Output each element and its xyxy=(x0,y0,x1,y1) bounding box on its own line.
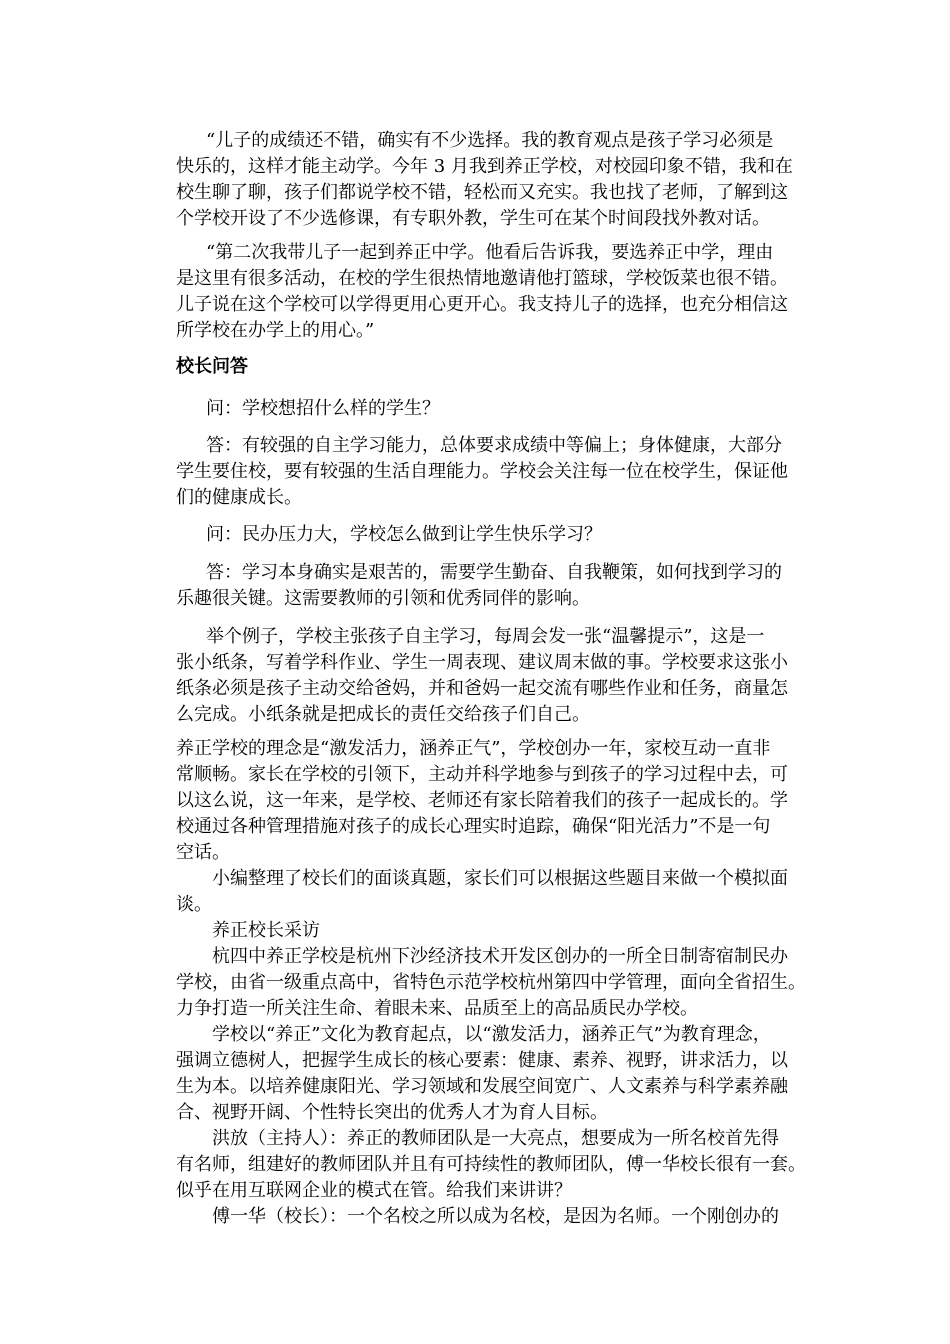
text-line: 是这里有很多活动，在校的学生很热情地邀请他打篮球，学校饭菜也很不错。 xyxy=(176,268,788,289)
text-line: 学生要住校，要有较强的生活自理能力。学校会关注每一位在校学生，保证他 xyxy=(176,461,788,482)
answer-1 xyxy=(146,433,802,511)
text-line: 儿子说在这个学校可以学得更用心更开心。我支持儿子的选择，也充分相信这 xyxy=(176,294,788,315)
text-line: 小编整理了校长们的面谈真题，家长们可以根据这些题目来做一个模拟面 xyxy=(212,868,788,889)
text-line: 个学校开设了不少选修课，有专职外教，学生可在某个时间段找外教对话。 xyxy=(176,208,770,229)
text-line: 杭四中养正学校是杭州下沙经济技术开发区创办的一所全日制寄宿制民办 xyxy=(212,946,788,967)
text-line: 生为本。以培养健康阳光、学习领域和发展空间宽广、人文素养与科学素养融 xyxy=(176,1076,788,1097)
text-line: 似乎在用互联网企业的模式在管。给我们来讲讲？ xyxy=(176,1180,572,1201)
text-line: 强调立德树人，把握学生成长的核心要素：健康、素养、视野，讲求活力，以 xyxy=(176,1050,788,1071)
paragraph-editor-note xyxy=(146,866,802,918)
paragraph-principal-answer xyxy=(146,1204,802,1230)
text-line: 学校以“养正”文化为教育起点，以“激发活力，涵养正气”为教育理念， xyxy=(212,1024,771,1045)
text-line: 傅一华（校长）：一个名校之所以成为名校，是因为名师。一个刚创办的 xyxy=(212,1206,779,1227)
text-line: 校生聊了聊，孩子们都说学校不错，轻松而又充实。我也找了老师，了解到这 xyxy=(176,182,788,203)
text-line: 快乐的，这样才能主动学。今年 3 月我到养正学校，对校园印象不错，我和在 xyxy=(176,156,793,177)
text-line: “儿子的成绩还不错，确实有不少选择。我的教育观点是孩子学习必须是 xyxy=(206,130,774,151)
text-line: 有名师，组建好的教师团队并且有可持续性的教师团队，傅一华校长很有一套。 xyxy=(176,1154,806,1175)
text-line: 所学校在办学上的用心。” xyxy=(176,320,375,341)
paragraph-host-question xyxy=(146,1126,806,1204)
text-line: 合、视野开阔、个性特长突出的优秀人才为育人目标。 xyxy=(176,1102,608,1123)
text-line: “第二次我带儿子一起到养正中学。他看后告诉我，要选养正中学，理由 xyxy=(206,242,774,263)
text-line: 校通过各种管理措施对孩子的成长心理实时追踪，确保“阳光活力”不是一句 xyxy=(176,816,771,837)
text-line: 以这么说，这一年来，是学校、老师还有家长陪着我们的孩子一起成长的。学 xyxy=(176,790,788,811)
text-line: 们的健康成长。 xyxy=(176,487,302,508)
paragraph-example xyxy=(146,624,802,728)
heading-text: 校长问答 xyxy=(176,356,248,377)
paragraph-parent-quote-1 xyxy=(146,128,802,232)
answer-2 xyxy=(146,560,802,612)
text-line: 谈。 xyxy=(176,894,212,915)
text-line: 空话。 xyxy=(176,842,230,863)
paragraph-philosophy xyxy=(146,736,802,866)
text-line: 问：学校想招什么样的学生？ xyxy=(206,398,440,419)
text-line: 养正学校的理念是“激发活力，涵养正气”，学校创办一年，家校互动一直非 xyxy=(176,738,771,759)
text-line: 常顺畅。家长在学校的引领下，主动并科学地参与到孩子的学习过程中去，可 xyxy=(176,764,788,785)
text-line: 纸条必须是孩子主动交给爸妈，并和爸妈一起交流有哪些作业和任务，商量怎 xyxy=(176,678,788,699)
text-line: 洪放（主持人）：养正的教师团队是一大亮点，想要成为一所名校首先得 xyxy=(212,1128,779,1149)
question-1 xyxy=(146,396,802,422)
text-line: 么完成。小纸条就是把成长的责任交给孩子们自己。 xyxy=(176,704,590,725)
text-line: 乐趣很关键。这需要教师的引领和优秀同伴的影响。 xyxy=(176,588,590,609)
text-line: 答：学习本身确实是艰苦的，需要学生勤奋、自我鞭策，如何找到学习的 xyxy=(206,562,782,583)
section-heading xyxy=(176,354,832,380)
text-line: 力争打造一所关注生命、着眼未来、品质至上的高品质民办学校。 xyxy=(176,998,698,1019)
paragraph-parent-quote-2 xyxy=(146,240,802,344)
paragraph-interview-title xyxy=(146,918,802,944)
question-2 xyxy=(146,522,802,548)
paragraph-school-intro xyxy=(146,944,806,1022)
text-line: 举个例子，学校主张孩子自主学习，每周会发一张“温馨提示”，这是一 xyxy=(206,626,765,647)
paragraph-school-culture xyxy=(146,1022,802,1126)
text-line: 张小纸条，写着学科作业、学生一周表现、建议周末做的事。学校要求这张小 xyxy=(176,652,788,673)
text-line: 问：民办压力大，学校怎么做到让学生快乐学习？ xyxy=(206,524,602,545)
text-line: 学校，由省一级重点高中，省特色示范学校杭州第四中学管理，面向全省招生。 xyxy=(176,972,806,993)
text-line: 答：有较强的自主学习能力，总体要求成绩中等偏上；身体健康，大部分 xyxy=(206,435,782,456)
text-line: 养正校长采访 xyxy=(212,920,320,941)
